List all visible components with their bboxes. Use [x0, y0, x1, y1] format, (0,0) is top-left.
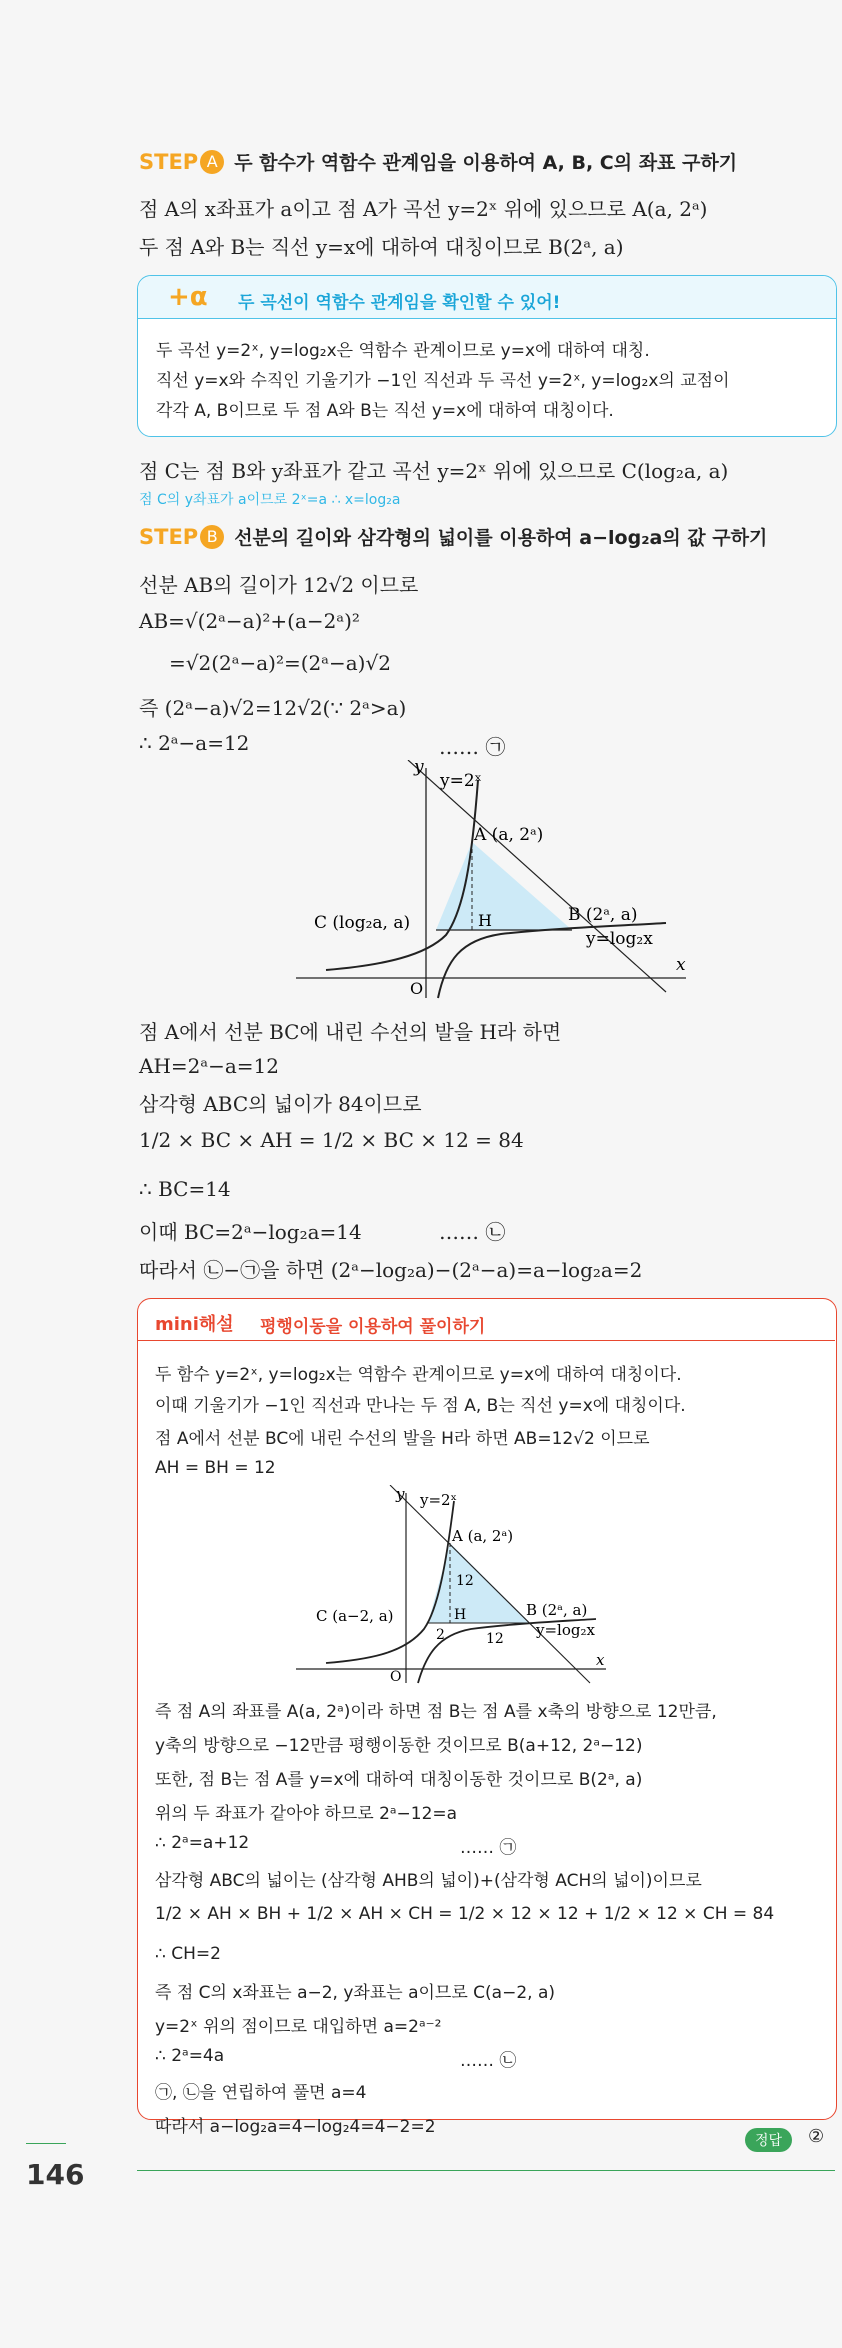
- tip-box: [137, 275, 837, 437]
- mini-line: 따라서 a−log₂a=4−log₂4=4−2=2: [155, 2117, 436, 2137]
- step-a-line-2: 두 점 A와 B는 직선 y=x에 대하여 대칭이므로 B(2ᵃ, a): [139, 235, 624, 259]
- step-a-line-1: 점 A의 x좌표가 a이고 점 A가 곡선 y=2ˣ 위에 있으므로 A(a, 2ᵃ): [139, 197, 708, 221]
- step-b-line: 삼각형 ABC의 넓이가 84이므로: [139, 1092, 422, 1116]
- point-b-label: B (2ᵃ, a): [568, 905, 638, 925]
- y-axis-label: y: [414, 760, 424, 777]
- mini-line: ∴ CH=2: [155, 1944, 221, 1964]
- equation-marker: …… ㉡: [439, 1220, 506, 1244]
- point-h-label: H: [478, 911, 492, 930]
- step-b-line: 즉 (2ᵃ−a)√2=12√2(∵ 2ᵃ>a): [139, 696, 407, 720]
- mini-line: 이때 기울기가 −1인 직선과 만나는 두 점 A, B는 직선 y=x에 대칭이다.: [155, 1396, 686, 1416]
- tip-line: 두 곡선 y=2ˣ, y=log₂x은 역함수 관계이므로 y=x에 대하여 대칭.: [156, 341, 650, 361]
- point-c-label: C (log₂a, a): [314, 913, 411, 933]
- point-c-line: 점 C는 점 B와 y좌표가 같고 곡선 y=2ˣ 위에 있으므로 C(log₂a, a): [139, 459, 729, 483]
- line-slope-minus-1: [390, 1485, 590, 1683]
- step-b-tag: STEP: [139, 525, 199, 549]
- step-b-header: [139, 523, 767, 550]
- curve-exp-label: y=2ˣ: [440, 771, 482, 791]
- step-b-line: ∴ 2ᵃ−a=12: [139, 731, 250, 755]
- tip-title: 두 곡선이 역함수 관계임을 확인할 수 있어!: [238, 293, 561, 313]
- point-c-label: C (a−2, a): [316, 1607, 394, 1625]
- length-12-label: 12: [456, 1573, 474, 1589]
- step-a-letter: A: [200, 150, 224, 174]
- mini-line: y=2ˣ 위의 점이므로 대입하면 a=2ᵃ⁻²: [155, 2017, 442, 2037]
- equation-marker: …… ㉠: [439, 735, 506, 759]
- step-b-title: 선분의 길이와 삼각형의 넓이를 이용하여 a−log₂a의 값 구하기: [234, 527, 768, 549]
- mini-header-rule: [137, 1340, 835, 1341]
- mini-line: ∴ 2ᵃ=4a: [155, 2046, 225, 2066]
- mini-line: ∴ 2ᵃ=a+12: [155, 1833, 250, 1853]
- page-number-rule: [26, 2143, 66, 2144]
- step-a-tag: STEP: [139, 150, 199, 174]
- curve-log-label: y=log₂x: [586, 929, 653, 949]
- curve-log-label: y=log₂x: [536, 1621, 595, 1639]
- point-h-label: H: [454, 1607, 467, 1623]
- step-b-line: 1/2 × BC × AH = 1/2 × BC × 12 = 84: [139, 1128, 524, 1152]
- length-12-label: 12: [486, 1631, 504, 1647]
- page: [26, 0, 831, 2348]
- mini-line: 즉 점 A의 좌표를 A(a, 2ᵃ)이라 하면 점 B는 점 A를 x축의 방향으로 12만큼,: [155, 1702, 717, 1722]
- mini-line: 두 함수 y=2ˣ, y=log₂x는 역함수 관계이므로 y=x에 대하여 대칭이다.: [155, 1365, 682, 1385]
- step-b-line: AB=√(2ᵃ−a)²+(a−2ᵃ)²: [139, 609, 360, 633]
- point-a-label: A (a, 2ᵃ): [474, 825, 544, 845]
- step-b-letter: B: [200, 525, 224, 549]
- mini-line: 즉 점 C의 x좌표는 a−2, y좌표는 a이므로 C(a−2, a): [155, 1983, 556, 2003]
- step-b-line: 점 A에서 선분 BC에 내린 수선의 발을 H라 하면: [139, 1020, 562, 1044]
- tip-header: [138, 276, 836, 319]
- x-axis-label: x: [596, 1651, 605, 1669]
- tip-body: [156, 336, 730, 426]
- mini-line: 또한, 점 B는 점 A를 y=x에 대하여 대칭이동한 것이므로 B(2ᵃ, a): [155, 1770, 643, 1790]
- step-b-conclusion: 따라서 ㉡−㉠을 하면 (2ᵃ−log₂a)−(2ᵃ−a)=a−log₂a=2: [139, 1258, 643, 1282]
- step-b-line: =√2(2ᵃ−a)²=(2ᵃ−a)√2: [169, 651, 391, 675]
- page-number: 146: [26, 2158, 85, 2191]
- mini-tag: mini해설: [155, 1314, 234, 1335]
- mini-line: 위의 두 좌표가 같아야 하므로 2ᵃ−12=a: [155, 1804, 458, 1824]
- answer-badge: 정답: [745, 2128, 792, 2152]
- step-b-line: 이때 BC=2ᵃ−log₂a=14: [139, 1220, 362, 1244]
- mini-line: 점 A에서 선분 BC에 내린 수선의 발을 H라 하면 AB=12√2 이므로: [155, 1429, 650, 1449]
- point-a-label: A (a, 2ᵃ): [452, 1527, 514, 1545]
- curve-exp: [326, 1501, 454, 1663]
- mini-line: y축의 방향으로 −12만큼 평행이동한 것이므로 B(a+12, 2ᵃ−12): [155, 1736, 643, 1756]
- curve-exp: [326, 780, 478, 970]
- triangle-abc: [428, 1543, 530, 1623]
- graph-1: [286, 760, 706, 1000]
- step-b-line: 선분 AB의 길이가 12√2 이므로: [139, 573, 419, 597]
- point-b-label: B (2ᵃ, a): [526, 1601, 588, 1619]
- mini-line: 삼각형 ABC의 넓이는 (삼각형 AHB의 넓이)+(삼각형 ACH의 넓이)이므로: [155, 1871, 702, 1891]
- mini-line: AH = BH = 12: [155, 1458, 276, 1478]
- step-a-header: [139, 148, 737, 175]
- mini-line: ㉠, ㉡을 연립하여 풀면 a=4: [155, 2083, 367, 2103]
- mini-line: 1/2 × AH × BH + 1/2 × AH × CH = 1/2 × 12 × 12 + 1/2 × 12 × CH = 84: [155, 1904, 775, 1924]
- y-axis-label: y: [396, 1485, 405, 1503]
- mini-title: 평행이동을 이용하여 풀이하기: [260, 1317, 486, 1337]
- length-2-label: 2: [436, 1627, 445, 1643]
- curve-exp-label: y=2ˣ: [420, 1491, 457, 1509]
- point-c-note: 점 C의 y좌표가 a이므로 2ˣ=a ∴ x=log₂a: [139, 492, 401, 508]
- graph-2: [286, 1485, 616, 1685]
- x-axis-label: x: [676, 955, 686, 975]
- plus-alpha-icon: +α: [168, 282, 208, 312]
- line-slope-minus-1: [408, 760, 666, 992]
- tip-line: 각각 A, B이므로 두 점 A와 B는 직선 y=x에 대하여 대칭이다.: [156, 401, 614, 421]
- tip-line: 직선 y=x와 수직인 기울기가 −1인 직선과 두 곡선 y=2ˣ, y=log₂x의 교점이: [156, 371, 730, 391]
- equation-marker: …… ㉠: [460, 1838, 517, 1858]
- origin-label: O: [410, 979, 424, 998]
- step-b-line: AH=2ᵃ−a=12: [139, 1054, 279, 1078]
- bottom-rule: [137, 2170, 835, 2171]
- answer-value: ②: [808, 2126, 825, 2147]
- step-b-line: ∴ BC=14: [139, 1177, 231, 1201]
- origin-label: O: [390, 1669, 402, 1685]
- step-a-title: 두 함수가 역함수 관계임을 이용하여 A, B, C의 좌표 구하기: [234, 152, 738, 174]
- equation-marker: …… ㉡: [460, 2051, 517, 2071]
